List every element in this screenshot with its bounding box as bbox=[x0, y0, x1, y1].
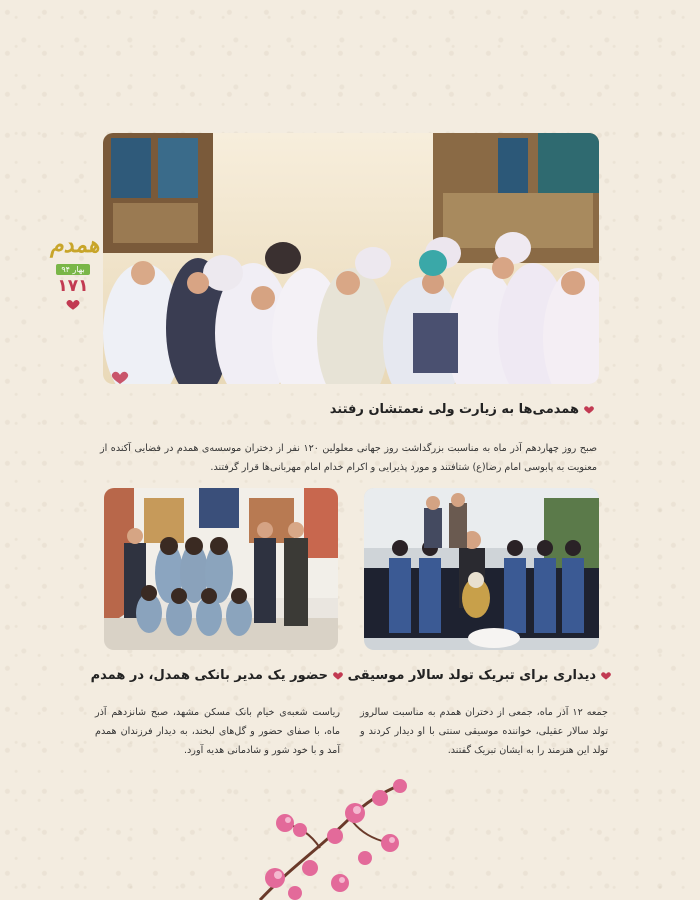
heart-icon bbox=[332, 671, 344, 681]
pilgrimage-photo bbox=[103, 133, 599, 384]
right-article-title bbox=[348, 668, 612, 683]
heart-icon bbox=[583, 405, 595, 415]
watermark-heart-icon bbox=[110, 370, 130, 384]
bank-manager-visit-photo bbox=[104, 488, 338, 650]
left-article-body: ریاست شعبه‌ی خیام بانک مسکن مشهد، صبح شانزدهم آذر ماه، با صفای حضور و گل‌های لبخند، به دیدار فرزندان همدم آمد و با خود شور و شادمانی هدیه آورد. bbox=[95, 707, 340, 756]
main-article-title bbox=[330, 402, 595, 417]
right-article-body: جمعه ۱۲ آذر ماه، جمعی از دختران همدم به مناسبت سالروز تولد سالار عقیلی، خواننده موسیقی سنتی با او دیدار کردند و تولد این هنرمند را به ایشان تبریک گفتند. bbox=[360, 707, 608, 756]
left-article-title bbox=[91, 668, 344, 683]
music-maestro-birthday-photo bbox=[364, 488, 599, 650]
page-number: ۱۷۱ bbox=[57, 276, 89, 296]
cherry-blossom-decoration bbox=[240, 778, 420, 900]
heart-icon bbox=[65, 298, 81, 312]
magazine-logo bbox=[50, 232, 100, 312]
magazine-name: همدم bbox=[50, 232, 100, 258]
issue-date-badge: بهار ۹۴ bbox=[56, 264, 89, 275]
left-article-title-text: حضور یک مدیر بانکی همدل، در همدم bbox=[90, 668, 328, 683]
right-article-title-text: دیداری برای تبریک تولد سالار موسیقی bbox=[347, 668, 596, 683]
main-article-body: صبح روز چهاردهم آذر ماه به مناسبت بزرگداشت روز جهانی معلولین ۱۲۰ نفر از دختران موسسه‌ی همدم در فضایی آکنده از معنویت به پابوسی امام رضا(ع) شتافتند و مورد پذیرایی و اکرام خدام امام مهربانی‌ها قرار گرفتند. bbox=[100, 443, 597, 473]
heart-icon bbox=[600, 671, 612, 681]
main-article-title-text: همدمی‌ها به زیارت ولی نعمتشان رفتند bbox=[329, 402, 579, 417]
